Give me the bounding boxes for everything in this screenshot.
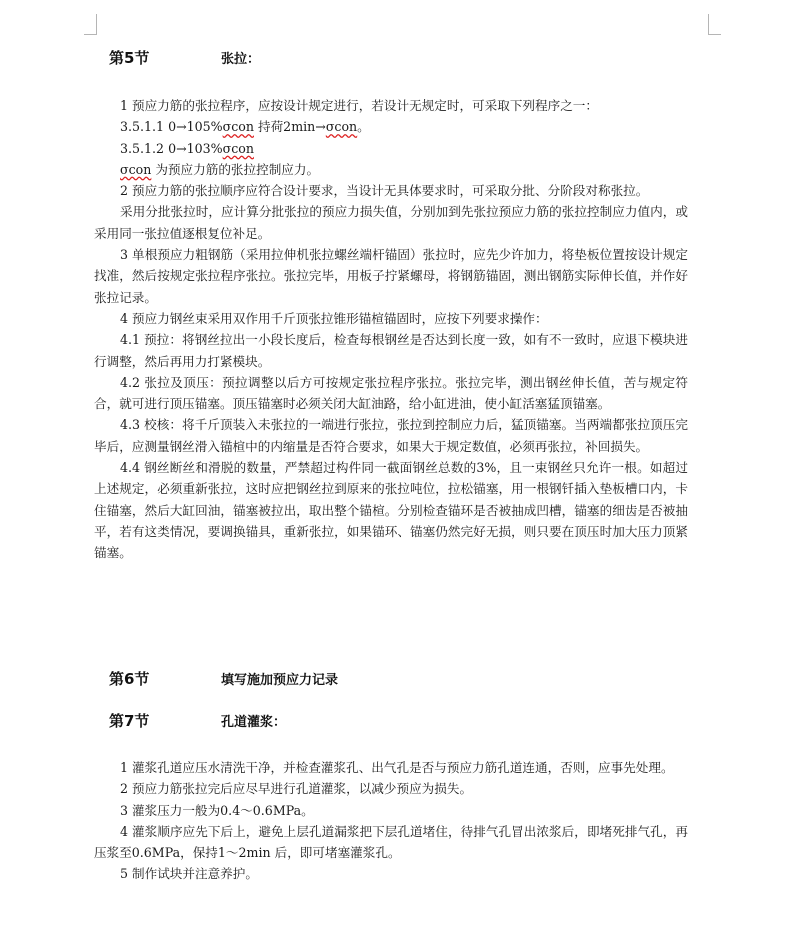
paragraph: 2 预应力筋的张拉顺序应符合设计要求，当设计无具体要求时，可采取分批、分阶段对称张拉。 [120,183,649,199]
margin-corner-mark-right [708,14,721,35]
formula-text: 持荷2min→ [253,119,326,135]
paragraph-definition [94,159,688,180]
section-number: 第7节 [109,712,150,730]
sigma-con-symbol: σcon [325,119,358,135]
section-title: 填写施加预应力记录 [221,673,339,688]
sigma-con-symbol: σcon [222,119,254,135]
paragraph: 采用分批张拉时，应计算分批张拉的预应力损失值，分别加到先张拉预应力筋的张拉控制应力值内，或采用同一张拉值逐根复位补足。 [94,204,688,241]
paragraph: 1 灌浆孔道应压水清洗干净，并检查灌浆孔、出气孔是否与预应力筋孔道连通，否则，应事先处理。 [120,760,674,775]
paragraph: 3 单根预应力粗钢筋（采用拉伸机张拉螺丝端杆锚固）张拉时，应先少许加力，将垫板位置按设计规定找准，然后按规定张拉程序张拉。张拉完毕，用板子拧紧螺母，将钢筋锚固，测出钢筋实际伸长值，并作好张拉记录。 [94,247,688,305]
paragraph: 4.3 校核：将千斤顶装入未张拉的一端进行张拉，张拉到控制应力后，猛顶锚塞。当两端都张拉顶压完毕后，应测量钢丝滑入锚楦中的内缩量是否符合要求，如果大于规定数值，必须再张拉，补回损失。 [94,417,688,454]
formula-text: 3.5.1.2 0→103% [120,140,223,156]
section-number: 第6节 [109,670,150,688]
section-title: 孔道灌浆： [221,715,287,730]
formula-text: 3.5.1.1 0→105% [120,119,223,135]
paragraph: 4.1 预拉：将钢丝拉出一小段长度后，检查每根钢丝是否达到长度一致，如有不一致时，应退下模块进行调整，然后再用力打紧模块。 [94,332,688,369]
formula-text: 。 [357,119,370,135]
section-title: 张拉： [221,52,261,67]
section-number: 第5节 [109,49,150,67]
paragraph-formula-2 [94,138,688,159]
definition-text: 为预应力筋的张拉控制应力。 [151,161,320,177]
paragraph: 2 预应力筋张拉完后应尽早进行孔道灌浆，以减少预应为损失。 [120,781,473,797]
margin-corner-mark-left [84,14,97,35]
paragraph: 4 灌浆顺序应先下后上，避免上层孔道漏浆把下层孔道堵住，待排气孔冒出浓浆后，即堵死排气孔，再压浆至0.6MPa，保持1～2min 后，即可堵塞灌浆孔。 [94,823,688,861]
section-5-body [94,95,688,564]
paragraph: 4 预应力钢丝束采用双作用千斤顶张拉锥形锚楦锚固时，应按下列要求操作： [120,310,548,326]
section-7-body [94,757,688,885]
paragraph: 4.2 张拉及顶压：预拉调整以后方可按规定张拉程序张拉。张拉完毕，测出钢丝伸长值，苦与规定符合，就可进行顶压锚塞。顶压锚塞时必须关闭大缸油路，给小缸进油，使小缸活塞猛顶锚塞。 [94,374,688,412]
sigma-con-symbol: σcon [222,140,254,156]
paragraph: 4.4 钢丝断丝和滑脱的数量，严禁超过构件同一截面钢丝总数的3%，且一束钢丝只允许一根。如超过上述规定，必须重新张拉，这时应把钢丝拉到原来的张拉吨位，拉松锚塞，用一根钢钎插入垫板槽口内，卡住锚塞，然后大缸回油，锚塞被拉出，取出整个锚楦。分别检查锚环是否被抽成凹槽，锚塞的细齿是否被抽平，若有这类情况，要调换锚具，重新张拉，如果锚环、锚塞仍然完好无损，则只要在顶压时加大压力顶紧锚塞。 [94,460,688,561]
paragraph: 5 制作试块并注意养护。 [120,866,258,882]
paragraph: 1 预应力筋的张拉程序，应按设计规定进行，若设计无规定时，可采取下列程序之一： [120,98,598,113]
sigma-con-symbol: σcon [120,161,152,177]
paragraph: 3 灌浆压力一般为0.4～0.6MPa。 [120,802,314,818]
paragraph-formula-1 [94,116,688,137]
